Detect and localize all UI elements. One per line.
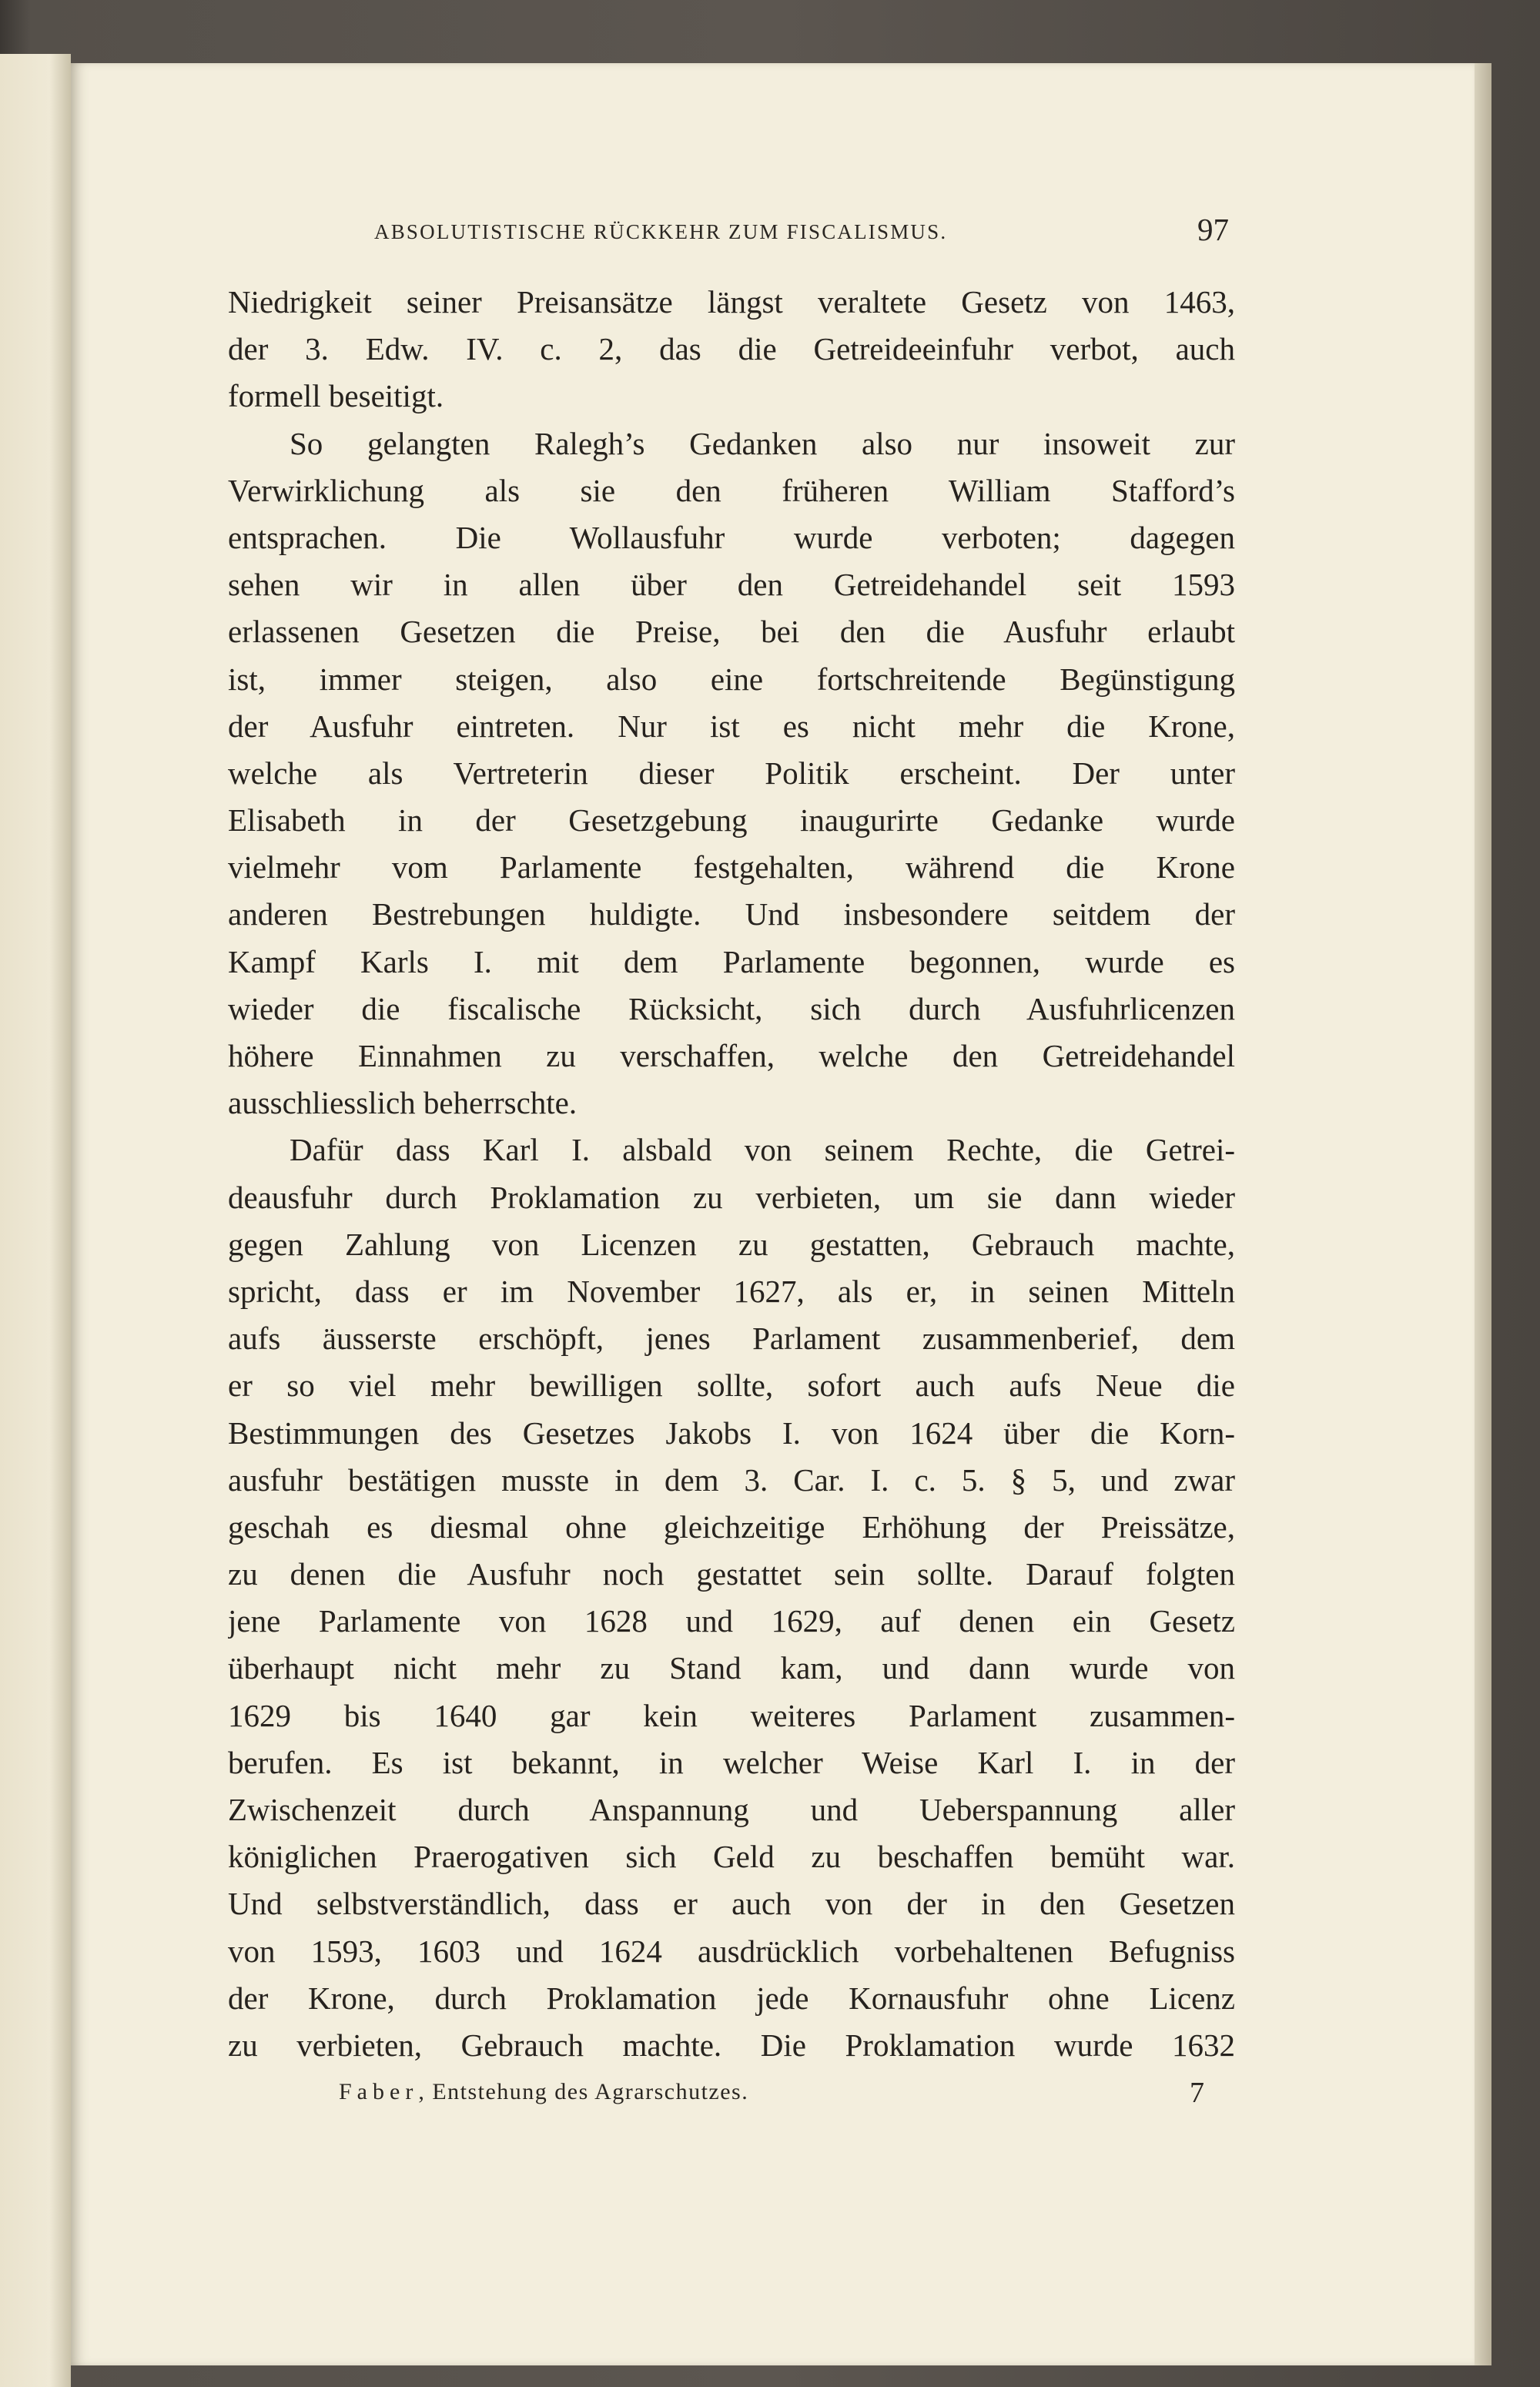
text-line: zu denen die Ausfuhr noch gestattet sein sollte. Darauf folgten [228, 1556, 1235, 1592]
page-header [374, 214, 1235, 253]
text-line: überhaupt nicht mehr zu Stand kam, und dann wurde von [228, 1650, 1235, 1686]
text-line: jene Parlamente von 1628 und 1629, auf denen ein Gesetz [228, 1603, 1235, 1639]
text-line: Und selbstverständlich, dass er auch von der in den Gesetzen [228, 1886, 1235, 1922]
text-line: anderen Bestrebungen huldigte. Und insbesondere seitdem der [228, 896, 1235, 932]
text-line: berufen. Es ist bekannt, in welcher Weise Karl I. in der [228, 1744, 1235, 1780]
text-line: er so viel mehr bewilligen sollte, sofort auch aufs Neue die [228, 1368, 1235, 1404]
text-line: ist, immer steigen, also eine fortschreitende Begünstigung [228, 661, 1235, 697]
text-line: Verwirklichung als sie den früheren William Stafford’s [228, 472, 1235, 508]
text-line: geschah es diesmal ohne gleichzeitige Erhöhung der Preissätze, [228, 1508, 1235, 1545]
text-line: Zwischenzeit durch Anspannung und Ueberspannung aller [228, 1792, 1235, 1827]
text-line: der 3. Edw. IV. c. 2, das die Getreideeinfuhr verbot, auch [228, 331, 1235, 367]
body-text [228, 279, 1235, 2069]
text-line: Niedrigkeit seiner Preisansätze längst veraltete Gesetz von 1463, [228, 284, 1235, 320]
text-line: entsprachen. Die Wollausfuhr wurde verboten; dagegen [228, 519, 1235, 555]
text-line: wieder die fiscalische Rücksicht, sich durch Ausfuhrlicenzen [228, 990, 1235, 1026]
running-head: ABSOLUTISTISCHE RÜCKKEHR ZUM FISCALISMUS. [374, 220, 948, 243]
previous-page-edge [0, 54, 71, 2387]
text-line: zu verbieten, Gebrauch machte. Die Proklamation wurde 1632 [228, 2027, 1235, 2063]
text-line: Kampf Karls I. mit dem Parlamente begonnen, wurde es [228, 943, 1235, 979]
text-line: sehen wir in allen über den Getreidehandel seit 1593 [228, 567, 1235, 603]
text-line: gegen Zahlung von Licenzen zu gestatten, Gebrauch machte, [228, 1226, 1235, 1262]
text-line: königlichen Praerogativen sich Geld zu beschaffen bemüht war. [228, 1839, 1235, 1875]
text-line: der Krone, durch Proklamation jede Kornausfuhr ohne Licenz [228, 1980, 1235, 2016]
text-line: deausfuhr durch Proklamation zu verbieten, um sie dann wieder [228, 1179, 1235, 1215]
text-line: 1629 bis 1640 gar kein weiteres Parlament zusammen- [228, 1697, 1235, 1733]
text-line: der Ausfuhr eintreten. Nur ist es nicht mehr die Krone, [228, 708, 1235, 744]
text-line: von 1593, 1603 und 1624 ausdrücklich vorbehaltenen Befugniss [228, 1933, 1235, 1969]
text-line: aufs äusserste erschöpft, jenes Parlament zusammenberief, dem [228, 1321, 1235, 1357]
text-line: ausfuhr bestätigen musste in dem 3. Car. I. c. 5. § 5, und zwar [228, 1461, 1235, 1498]
text-line: welche als Vertreterin dieser Politik erscheint. Der unter [228, 755, 1235, 791]
sheet-number: 7 [1190, 2077, 1204, 2109]
text-line: formell beseitigt. [228, 378, 444, 414]
text-line: Elisabeth in der Gesetzgebung inaugurirte Gedanke wurde [228, 802, 1235, 839]
text-line: höhere Einnahmen zu verschaffen, welche den Getreidehandel [228, 1038, 1235, 1073]
text-line: So gelangten Ralegh’s Gedanken also nur insoweit zur [290, 425, 1235, 461]
page-number: 97 [1197, 212, 1229, 247]
signature-title: , Entstehung des Agrarschutzes. [418, 2079, 749, 2104]
text-line: erlassenen Gesetzen die Preise, bei den die Ausfuhr erlaubt [228, 614, 1235, 650]
signature-line [339, 2079, 748, 2105]
text-line: vielmehr vom Parlamente festgehalten, während die Krone [228, 849, 1235, 886]
page-edge-shadow [1475, 63, 1491, 2365]
text-line: Dafür dass Karl I. alsbald von seinem Rechte, die Getrei- [290, 1132, 1235, 1168]
text-line: spricht, dass er im November 1627, als er, in seinen Mitteln [228, 1273, 1235, 1309]
text-line: ausschliesslich beherrschte. [228, 1085, 578, 1121]
signature-author: Faber [339, 2079, 419, 2104]
text-line: Bestimmungen des Gesetzes Jakobs I. von 1624 über die Korn- [228, 1414, 1235, 1451]
